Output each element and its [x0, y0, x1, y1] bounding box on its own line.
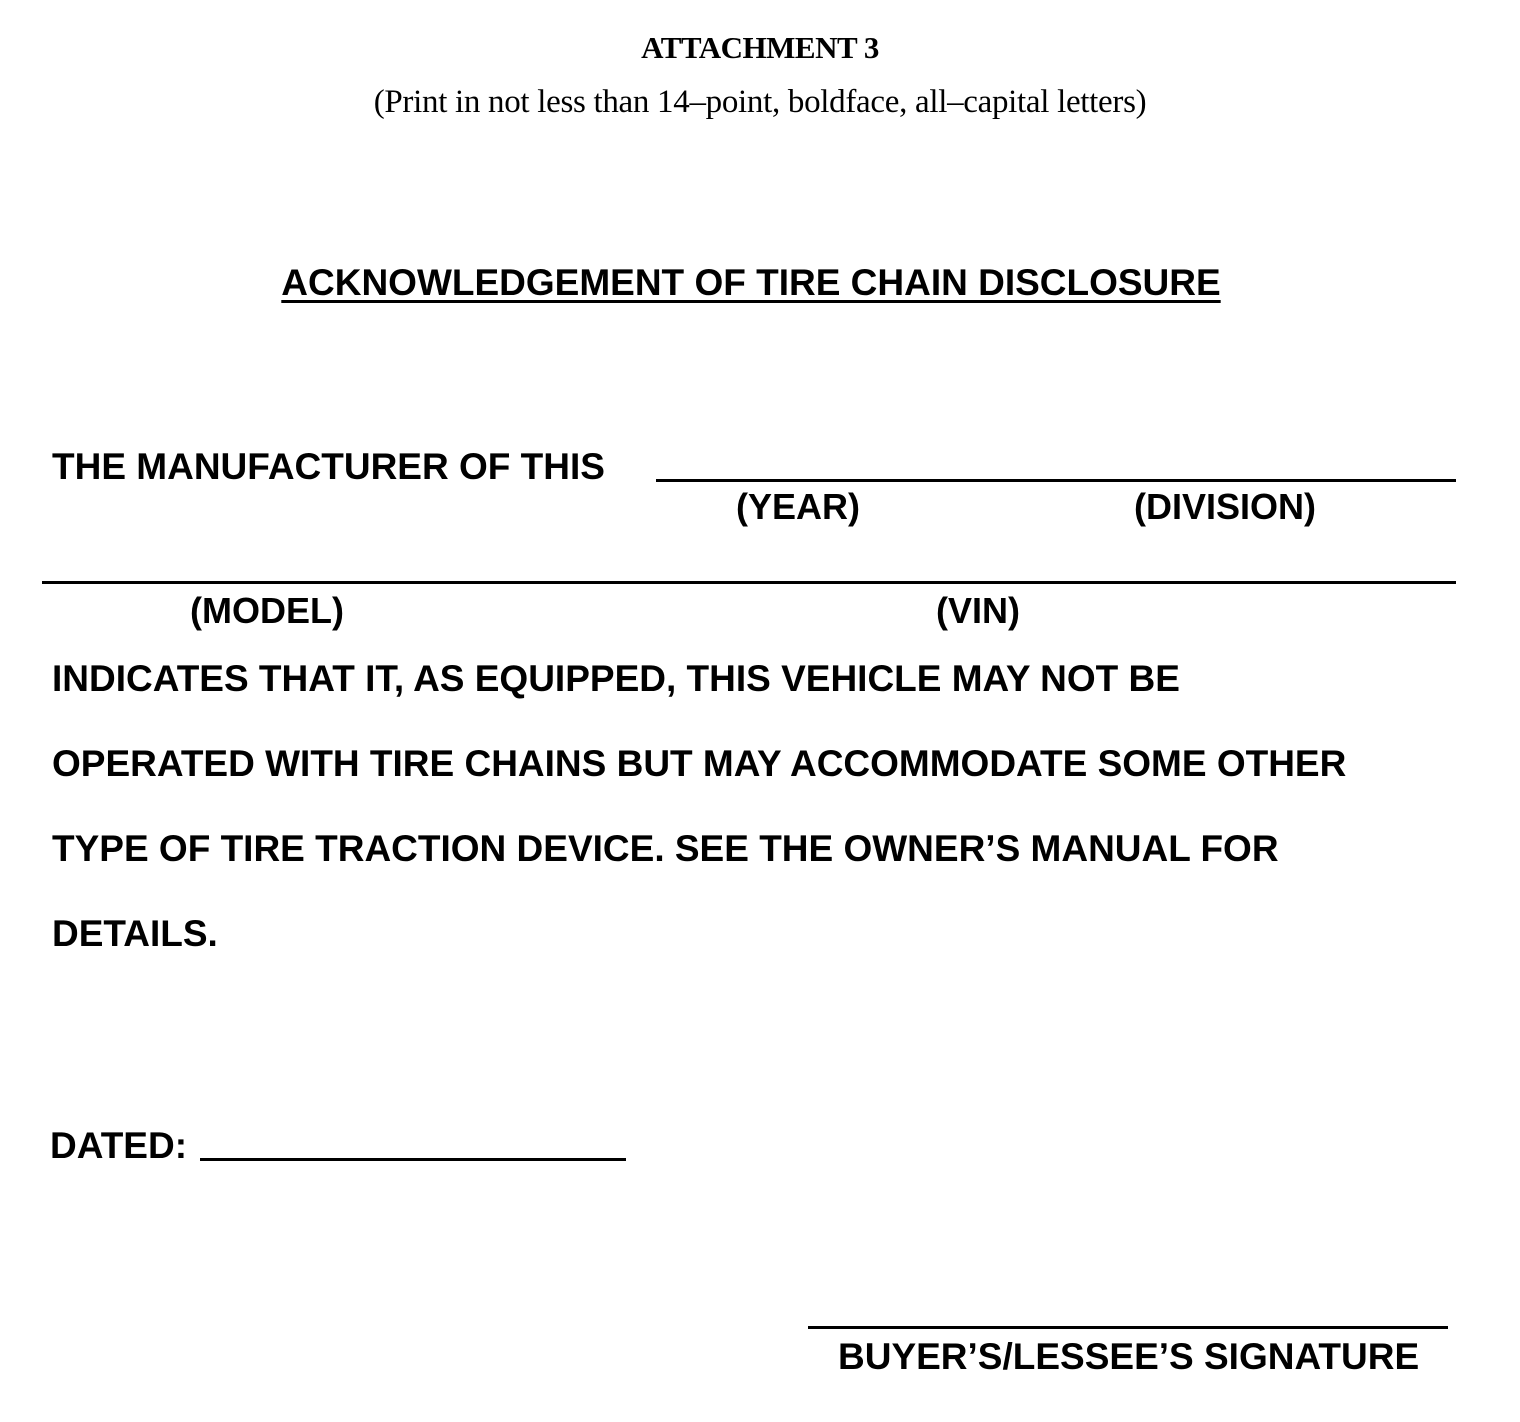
model-vin-blank[interactable] — [42, 581, 1456, 584]
signature-label: BUYER’S/LESSEE’S SIGNATURE — [838, 1336, 1420, 1377]
manufacturer-label: THE MANUFACTURER OF THIS — [52, 446, 605, 487]
attachment-heading: ATTACHMENT 3 — [641, 30, 879, 65]
year-division-blank[interactable] — [656, 479, 1456, 482]
dated-blank[interactable] — [200, 1158, 626, 1161]
vin-caption: (VIN) — [936, 590, 1020, 631]
signature-blank[interactable] — [808, 1326, 1448, 1329]
disclosure-line: INDICATES THAT IT, AS EQUIPPED, THIS VEHICLE MAY NOT BE — [52, 658, 1180, 699]
model-caption: (MODEL) — [190, 590, 344, 631]
form-title: ACKNOWLEDGEMENT OF TIRE CHAIN DISCLOSURE — [281, 262, 1221, 303]
division-caption: (DIVISION) — [1134, 486, 1317, 527]
print-instruction: (Print in not less than 14–point, boldface, all–capital letters) — [373, 84, 1147, 120]
disclosure-line: DETAILS. — [52, 913, 218, 954]
disclosure-line: OPERATED WITH TIRE CHAINS BUT MAY ACCOMMODATE SOME OTHER — [52, 743, 1347, 784]
disclosure-line: TYPE OF TIRE TRACTION DEVICE. SEE THE OWNER’S MANUAL FOR — [52, 828, 1279, 869]
year-caption: (YEAR) — [736, 486, 860, 527]
dated-label: DATED: — [50, 1125, 188, 1166]
